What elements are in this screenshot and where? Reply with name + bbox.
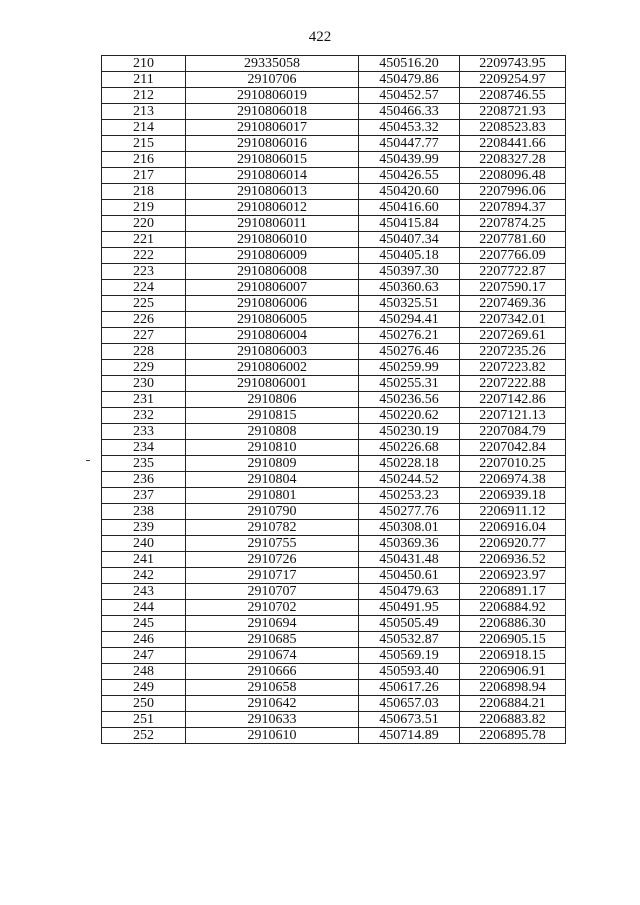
row-number-cell: 214 xyxy=(102,120,186,136)
table-row xyxy=(102,120,566,136)
y-coordinate-cell: 2206886.30 xyxy=(460,616,566,632)
point-id-cell: 2910806001 xyxy=(186,376,359,392)
y-coordinate-cell: 2206905.15 xyxy=(460,632,566,648)
row-number-cell: 218 xyxy=(102,184,186,200)
row-number-cell: 223 xyxy=(102,264,186,280)
point-id-cell: 2910806019 xyxy=(186,88,359,104)
table-row xyxy=(102,536,566,552)
table-row xyxy=(102,232,566,248)
table-row xyxy=(102,408,566,424)
table-row xyxy=(102,344,566,360)
row-number-cell: 250 xyxy=(102,696,186,712)
row-number-cell: 230 xyxy=(102,376,186,392)
row-number-cell: 238 xyxy=(102,504,186,520)
y-coordinate-cell: 2207010.25 xyxy=(460,456,566,472)
table-row xyxy=(102,200,566,216)
table-row xyxy=(102,360,566,376)
row-number-cell: 219 xyxy=(102,200,186,216)
page-number: 422 xyxy=(308,29,332,45)
table-row xyxy=(102,696,566,712)
x-coordinate-cell: 450253.23 xyxy=(359,488,460,504)
y-coordinate-cell: 2206895.78 xyxy=(460,728,566,744)
table-row xyxy=(102,664,566,680)
table-row xyxy=(102,168,566,184)
y-coordinate-cell: 2206974.38 xyxy=(460,472,566,488)
table-row xyxy=(102,504,566,520)
x-coordinate-cell: 450420.60 xyxy=(359,184,460,200)
x-coordinate-cell: 450505.49 xyxy=(359,616,460,632)
row-number-cell: 227 xyxy=(102,328,186,344)
y-coordinate-cell: 2208746.55 xyxy=(460,88,566,104)
x-coordinate-cell: 450360.63 xyxy=(359,280,460,296)
x-coordinate-cell: 450230.19 xyxy=(359,424,460,440)
y-coordinate-cell: 2207342.01 xyxy=(460,312,566,328)
coordinates-table-body xyxy=(102,56,566,744)
x-coordinate-cell: 450407.34 xyxy=(359,232,460,248)
point-id-cell: 2910809 xyxy=(186,456,359,472)
y-coordinate-cell: 2206916.04 xyxy=(460,520,566,536)
row-number-cell: 252 xyxy=(102,728,186,744)
table-row xyxy=(102,584,566,600)
table-row xyxy=(102,392,566,408)
point-id-cell: 2910790 xyxy=(186,504,359,520)
x-coordinate-cell: 450415.84 xyxy=(359,216,460,232)
point-id-cell: 2910685 xyxy=(186,632,359,648)
coordinates-table xyxy=(101,55,566,744)
table-row xyxy=(102,424,566,440)
row-number-cell: 224 xyxy=(102,280,186,296)
row-number-cell: 245 xyxy=(102,616,186,632)
y-coordinate-cell: 2206891.17 xyxy=(460,584,566,600)
row-number-cell: 212 xyxy=(102,88,186,104)
point-id-cell: 2910806009 xyxy=(186,248,359,264)
y-coordinate-cell: 2207469.36 xyxy=(460,296,566,312)
y-coordinate-cell: 2206923.97 xyxy=(460,568,566,584)
y-coordinate-cell: 2206884.21 xyxy=(460,696,566,712)
y-coordinate-cell: 2207084.79 xyxy=(460,424,566,440)
row-number-cell: 249 xyxy=(102,680,186,696)
x-coordinate-cell: 450397.30 xyxy=(359,264,460,280)
y-coordinate-cell: 2206911.12 xyxy=(460,504,566,520)
point-id-cell: 2910804 xyxy=(186,472,359,488)
y-coordinate-cell: 2208721.93 xyxy=(460,104,566,120)
row-number-cell: 217 xyxy=(102,168,186,184)
x-coordinate-cell: 450431.48 xyxy=(359,552,460,568)
point-id-cell: 2910806011 xyxy=(186,216,359,232)
row-number-cell: 216 xyxy=(102,152,186,168)
table-row xyxy=(102,312,566,328)
x-coordinate-cell: 450259.99 xyxy=(359,360,460,376)
x-coordinate-cell: 450569.19 xyxy=(359,648,460,664)
x-coordinate-cell: 450325.51 xyxy=(359,296,460,312)
x-coordinate-cell: 450453.32 xyxy=(359,120,460,136)
row-number-cell: 246 xyxy=(102,632,186,648)
point-id-cell: 2910806013 xyxy=(186,184,359,200)
y-coordinate-cell: 2208523.83 xyxy=(460,120,566,136)
y-coordinate-cell: 2207142.86 xyxy=(460,392,566,408)
row-number-cell: 211 xyxy=(102,72,186,88)
table-row xyxy=(102,72,566,88)
table-row xyxy=(102,440,566,456)
x-coordinate-cell: 450450.61 xyxy=(359,568,460,584)
x-coordinate-cell: 450447.77 xyxy=(359,136,460,152)
x-coordinate-cell: 450617.26 xyxy=(359,680,460,696)
table-row xyxy=(102,728,566,744)
y-coordinate-cell: 2207222.88 xyxy=(460,376,566,392)
point-id-cell: 2910707 xyxy=(186,584,359,600)
table-row xyxy=(102,248,566,264)
y-coordinate-cell: 2206939.18 xyxy=(460,488,566,504)
row-number-cell: 210 xyxy=(102,56,186,72)
y-coordinate-cell: 2208441.66 xyxy=(460,136,566,152)
x-coordinate-cell: 450452.57 xyxy=(359,88,460,104)
point-id-cell: 2910815 xyxy=(186,408,359,424)
y-coordinate-cell: 2206884.92 xyxy=(460,600,566,616)
table-row xyxy=(102,600,566,616)
row-number-cell: 237 xyxy=(102,488,186,504)
point-id-cell: 2910806004 xyxy=(186,328,359,344)
x-coordinate-cell: 450405.18 xyxy=(359,248,460,264)
x-coordinate-cell: 450244.52 xyxy=(359,472,460,488)
point-id-cell: 2910806017 xyxy=(186,120,359,136)
point-id-cell: 2910633 xyxy=(186,712,359,728)
x-coordinate-cell: 450220.62 xyxy=(359,408,460,424)
x-coordinate-cell: 450714.89 xyxy=(359,728,460,744)
y-coordinate-cell: 2207590.17 xyxy=(460,280,566,296)
point-id-cell: 2910717 xyxy=(186,568,359,584)
x-coordinate-cell: 450657.03 xyxy=(359,696,460,712)
point-id-cell: 2910806016 xyxy=(186,136,359,152)
x-coordinate-cell: 450416.60 xyxy=(359,200,460,216)
x-coordinate-cell: 450276.21 xyxy=(359,328,460,344)
row-number-cell: 229 xyxy=(102,360,186,376)
point-id-cell: 2910702 xyxy=(186,600,359,616)
row-number-cell: 221 xyxy=(102,232,186,248)
y-coordinate-cell: 2207722.87 xyxy=(460,264,566,280)
point-id-cell: 2910782 xyxy=(186,520,359,536)
table-row xyxy=(102,216,566,232)
point-id-cell: 2910806018 xyxy=(186,104,359,120)
x-coordinate-cell: 450369.36 xyxy=(359,536,460,552)
point-id-cell: 2910610 xyxy=(186,728,359,744)
point-id-cell: 2910801 xyxy=(186,488,359,504)
row-number-cell: 213 xyxy=(102,104,186,120)
x-coordinate-cell: 450532.87 xyxy=(359,632,460,648)
table-row xyxy=(102,568,566,584)
y-coordinate-cell: 2207269.61 xyxy=(460,328,566,344)
row-number-cell: 220 xyxy=(102,216,186,232)
x-coordinate-cell: 450673.51 xyxy=(359,712,460,728)
x-coordinate-cell: 450426.55 xyxy=(359,168,460,184)
y-coordinate-cell: 2207235.26 xyxy=(460,344,566,360)
table-row xyxy=(102,152,566,168)
x-coordinate-cell: 450294.41 xyxy=(359,312,460,328)
row-number-cell: 234 xyxy=(102,440,186,456)
y-coordinate-cell: 2207996.06 xyxy=(460,184,566,200)
x-coordinate-cell: 450479.86 xyxy=(359,72,460,88)
point-id-cell: 2910642 xyxy=(186,696,359,712)
table-row xyxy=(102,472,566,488)
x-coordinate-cell: 450276.46 xyxy=(359,344,460,360)
y-coordinate-cell: 2208096.48 xyxy=(460,168,566,184)
row-number-cell: 225 xyxy=(102,296,186,312)
table-row xyxy=(102,376,566,392)
table-row xyxy=(102,184,566,200)
y-coordinate-cell: 2206918.15 xyxy=(460,648,566,664)
table-row xyxy=(102,56,566,72)
x-coordinate-cell: 450439.99 xyxy=(359,152,460,168)
point-id-cell: 2910666 xyxy=(186,664,359,680)
x-coordinate-cell: 450516.20 xyxy=(359,56,460,72)
table-row xyxy=(102,328,566,344)
point-id-cell: 2910806015 xyxy=(186,152,359,168)
point-id-cell: 29335058 xyxy=(186,56,359,72)
y-coordinate-cell: 2207894.37 xyxy=(460,200,566,216)
table-row xyxy=(102,648,566,664)
y-coordinate-cell: 2207042.84 xyxy=(460,440,566,456)
table-row xyxy=(102,488,566,504)
x-coordinate-cell: 450466.33 xyxy=(359,104,460,120)
x-coordinate-cell: 450236.56 xyxy=(359,392,460,408)
table-row xyxy=(102,296,566,312)
x-coordinate-cell: 450226.68 xyxy=(359,440,460,456)
row-number-cell: 228 xyxy=(102,344,186,360)
x-coordinate-cell: 450277.76 xyxy=(359,504,460,520)
table-row xyxy=(102,88,566,104)
y-coordinate-cell: 2207781.60 xyxy=(460,232,566,248)
row-number-cell: 247 xyxy=(102,648,186,664)
table-row xyxy=(102,712,566,728)
point-id-cell: 2910806012 xyxy=(186,200,359,216)
row-number-cell: 239 xyxy=(102,520,186,536)
row-number-cell: 241 xyxy=(102,552,186,568)
point-id-cell: 2910706 xyxy=(186,72,359,88)
table-row xyxy=(102,680,566,696)
point-id-cell: 2910806002 xyxy=(186,360,359,376)
y-coordinate-cell: 2206883.82 xyxy=(460,712,566,728)
y-coordinate-cell: 2206920.77 xyxy=(460,536,566,552)
row-number-cell: 248 xyxy=(102,664,186,680)
point-id-cell: 2910658 xyxy=(186,680,359,696)
x-coordinate-cell: 450308.01 xyxy=(359,520,460,536)
x-coordinate-cell: 450228.18 xyxy=(359,456,460,472)
row-number-cell: 243 xyxy=(102,584,186,600)
point-id-cell: 2910726 xyxy=(186,552,359,568)
row-number-cell: 251 xyxy=(102,712,186,728)
point-id-cell: 2910806010 xyxy=(186,232,359,248)
row-number-cell: 233 xyxy=(102,424,186,440)
y-coordinate-cell: 2206898.94 xyxy=(460,680,566,696)
row-number-cell: 232 xyxy=(102,408,186,424)
point-id-cell: 2910808 xyxy=(186,424,359,440)
x-coordinate-cell: 450479.63 xyxy=(359,584,460,600)
row-number-cell: 215 xyxy=(102,136,186,152)
y-coordinate-cell: 2207121.13 xyxy=(460,408,566,424)
table-row xyxy=(102,136,566,152)
point-id-cell: 2910806008 xyxy=(186,264,359,280)
point-id-cell: 2910806006 xyxy=(186,296,359,312)
y-coordinate-cell: 2207766.09 xyxy=(460,248,566,264)
point-id-cell: 2910806005 xyxy=(186,312,359,328)
row-number-cell: 244 xyxy=(102,600,186,616)
x-coordinate-cell: 450255.31 xyxy=(359,376,460,392)
stray-margin-mark xyxy=(86,460,90,461)
row-number-cell: 235 xyxy=(102,456,186,472)
point-id-cell: 2910810 xyxy=(186,440,359,456)
row-number-cell: 222 xyxy=(102,248,186,264)
point-id-cell: 2910806003 xyxy=(186,344,359,360)
x-coordinate-cell: 450491.95 xyxy=(359,600,460,616)
row-number-cell: 240 xyxy=(102,536,186,552)
point-id-cell: 2910755 xyxy=(186,536,359,552)
y-coordinate-cell: 2209254.97 xyxy=(460,72,566,88)
table-row xyxy=(102,552,566,568)
y-coordinate-cell: 2207874.25 xyxy=(460,216,566,232)
point-id-cell: 2910674 xyxy=(186,648,359,664)
y-coordinate-cell: 2206906.91 xyxy=(460,664,566,680)
point-id-cell: 2910694 xyxy=(186,616,359,632)
y-coordinate-cell: 2208327.28 xyxy=(460,152,566,168)
row-number-cell: 236 xyxy=(102,472,186,488)
row-number-cell: 231 xyxy=(102,392,186,408)
y-coordinate-cell: 2206936.52 xyxy=(460,552,566,568)
y-coordinate-cell: 2209743.95 xyxy=(460,56,566,72)
y-coordinate-cell: 2207223.82 xyxy=(460,360,566,376)
table-row xyxy=(102,520,566,536)
row-number-cell: 226 xyxy=(102,312,186,328)
table-row xyxy=(102,104,566,120)
point-id-cell: 2910806007 xyxy=(186,280,359,296)
row-number-cell: 242 xyxy=(102,568,186,584)
point-id-cell: 2910806 xyxy=(186,392,359,408)
x-coordinate-cell: 450593.40 xyxy=(359,664,460,680)
point-id-cell: 2910806014 xyxy=(186,168,359,184)
table-row xyxy=(102,456,566,472)
table-row xyxy=(102,632,566,648)
table-row xyxy=(102,280,566,296)
table-row xyxy=(102,616,566,632)
table-row xyxy=(102,264,566,280)
